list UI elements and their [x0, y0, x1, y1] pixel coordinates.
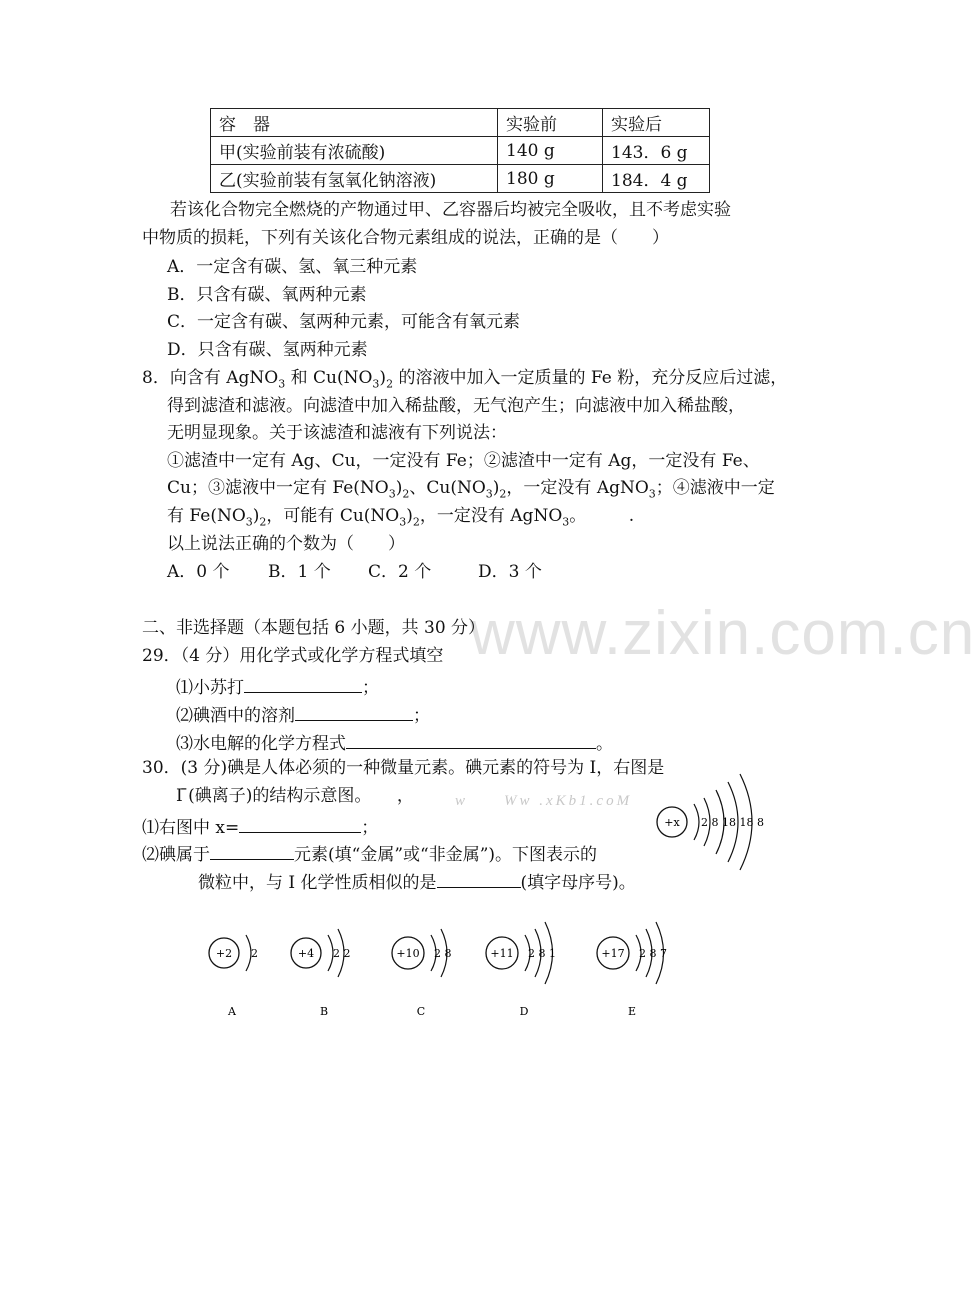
- q30-title: 30．(3 分)碘是人体必须的一种微量元素。碘元素的符号为 I，右图是: [142, 758, 665, 778]
- q29-item2: [176, 704, 430, 725]
- q8-option-c: C．2 个: [368, 562, 432, 582]
- subscript: 2: [412, 515, 420, 529]
- table-cell: 180 g: [498, 165, 603, 193]
- q30-item1: [142, 816, 378, 837]
- watermark: www.zixin.com.cn: [470, 599, 975, 668]
- table-header-cell: 实验前: [498, 109, 603, 137]
- shell-electron-counts: 2 2: [333, 947, 351, 960]
- answer-blank[interactable]: [239, 816, 361, 833]
- q8-option-d: D．3 个: [478, 562, 542, 582]
- table-row: [211, 137, 710, 165]
- punctuation: ；: [361, 818, 379, 838]
- section-title: 二、非选择题（本题包括 6 小题，共 30 分）: [142, 618, 486, 638]
- iodide-structure-diagram: [652, 768, 777, 878]
- subscript: 2: [386, 377, 394, 391]
- table-header-cell: 容 器: [211, 109, 498, 137]
- q7-text-line1: 若该化合物完全燃烧的产物通过甲、乙容器后均被完全吸收，且不考虑实验: [170, 200, 731, 220]
- atom-diagram-a: [209, 935, 258, 1018]
- subscript: 3: [372, 377, 380, 391]
- q30-line4: [198, 871, 636, 892]
- subscript: 3: [485, 487, 493, 501]
- q8-line2: 得到滤渣和滤液。向滤渣中加入稀盐酸，无气泡产生；向滤液中加入稀盐酸，: [167, 396, 745, 416]
- q8-text: ，一定没有 AgNO: [506, 478, 649, 498]
- punctuation: 。: [596, 734, 613, 754]
- nucleus-charge: +4: [297, 947, 315, 960]
- subscript: 3: [562, 515, 570, 529]
- q7-option-c: C．一定含有碳、氢两种元素，可能含有氧元素: [167, 312, 521, 332]
- subscript: 2: [499, 487, 507, 501]
- q29-title: 29．（4 分）用化学式或化学方程式填空: [142, 646, 444, 666]
- q7-text-line2: 中物质的损耗，下列有关该化合物元素组成的说法，正确的是（ ）: [142, 228, 669, 248]
- q8-line1: [142, 370, 787, 389]
- q30-line2: I ̄(碘离子)的结构示意图。 ，: [176, 786, 414, 806]
- punctuation: ；: [362, 678, 379, 698]
- diagram-letter: A: [228, 1005, 236, 1018]
- shell-electron-counts: 2 8: [434, 947, 452, 960]
- q30-item2-label: ⑵碘属于: [142, 845, 210, 865]
- subscript: 3: [278, 377, 286, 391]
- atom-diagram-e: [597, 922, 667, 1018]
- atom-diagram-b: [291, 929, 351, 1018]
- answer-blank[interactable]: [210, 843, 294, 860]
- shell-electron-counts: 2 8 1: [528, 947, 556, 960]
- table-cell: 乙(实验前装有氢氧化钠溶液): [211, 165, 498, 193]
- shell-electron-counts: 2 8 18 18 8: [701, 816, 764, 829]
- q30-text: 元素(填“金属”或“非金属”)。下图表示的: [294, 845, 598, 865]
- atom-diagrams-row: [200, 905, 700, 1025]
- nucleus-charge: +11: [490, 947, 514, 960]
- diagram-letter: D: [519, 1005, 529, 1018]
- q8-text: ): [379, 368, 387, 388]
- q29-item1-label: ⑴小苏打: [176, 678, 244, 698]
- q8-line5: [167, 480, 775, 499]
- nucleus-charge: +2: [215, 947, 233, 960]
- q8-text: ；④滤液中一定: [655, 478, 775, 498]
- shell-electron-counts: 2 8 7: [639, 947, 667, 960]
- q8-text: 有 Fe(NO: [167, 506, 246, 526]
- q8-text: ，一定没有 AgNO: [419, 506, 563, 526]
- q29-item2-label: ⑵碘酒中的溶剂: [176, 706, 295, 726]
- q7-option-d: D．只含有碳、氢两种元素: [167, 340, 368, 360]
- subscript: 3: [399, 515, 407, 529]
- q7-option-b: B．只含有碳、氧两种元素: [167, 285, 367, 305]
- subscript: 3: [648, 487, 656, 501]
- atom-diagram-c: [392, 929, 452, 1018]
- q8-line4: ①滤渣中一定有 Ag、Cu，一定没有 Fe；②滤渣中一定有 Ag，一定没有 Fe、: [167, 451, 760, 471]
- subscript: 3: [245, 515, 253, 529]
- q30-item1-label: ⑴右图中 x=: [142, 818, 240, 838]
- q8-option-a: A．0 个: [167, 562, 230, 582]
- nucleus-charge: +17: [601, 947, 625, 960]
- answer-blank[interactable]: [244, 676, 362, 693]
- subscript: 2: [259, 515, 267, 529]
- q8-text: ): [252, 506, 260, 526]
- q8-text: ，可能有 Cu(NO: [266, 506, 400, 526]
- subscript: 3: [388, 487, 396, 501]
- answer-blank[interactable]: [346, 732, 596, 749]
- nucleus-charge: +x: [664, 816, 680, 829]
- q30-item2: [142, 843, 597, 864]
- q8-option-b: B．1 个: [268, 562, 331, 582]
- punctuation: ；: [413, 706, 430, 726]
- shell-electron-counts: 2: [251, 947, 258, 960]
- q8-text: Cu；③滤液中一定有 Fe(NO: [167, 478, 389, 498]
- answer-blank[interactable]: [295, 704, 413, 721]
- q29-item1: [176, 676, 379, 697]
- q8-text: ): [395, 478, 403, 498]
- diagram-letter: B: [319, 1005, 329, 1018]
- table-cell: 甲(实验前装有浓硫酸): [211, 137, 498, 165]
- table-header-row: [211, 109, 710, 137]
- q29-item3-label: ⑶水电解的化学方程式: [176, 734, 346, 754]
- q8-text: 。 .: [569, 506, 635, 526]
- q8-number: 8．: [142, 368, 170, 388]
- nucleus-charge: +10: [396, 947, 420, 960]
- q8-text: ): [492, 478, 500, 498]
- experiment-table: [210, 108, 710, 193]
- q8-text: 和 Cu(NO: [285, 368, 373, 388]
- table-cell: 143．6 g: [603, 137, 710, 165]
- q30-text: 微粒中，与 I 化学性质相似的是: [198, 873, 437, 893]
- diagram-letter: E: [627, 1005, 637, 1018]
- q8-text: 向含有 AgNO: [169, 368, 279, 388]
- q8-text: ): [406, 506, 413, 526]
- q8-text: 的溶液中加入一定质量的 Fe 粉，充分反应后过滤，: [393, 368, 788, 388]
- q30-text: (填字母序号)。: [520, 873, 636, 893]
- diagram-letter: C: [416, 1005, 426, 1018]
- q8-line3: 无明显现象。关于该滤渣和滤液有下列说法：: [167, 423, 507, 443]
- table-cell: 184．4 g: [603, 165, 710, 193]
- small-watermark: w Ww .xKb1.coM: [455, 793, 633, 809]
- answer-blank[interactable]: [437, 871, 521, 888]
- q29-item3: [176, 732, 613, 753]
- electron-shell-arc: [694, 804, 699, 840]
- subscript: 2: [402, 487, 410, 501]
- atom-diagram-d: [486, 922, 556, 1018]
- q7-option-a: A．一定含有碳、氢、氧三种元素: [167, 257, 418, 277]
- table-header-cell: 实验后: [603, 109, 710, 137]
- q8-text: 、Cu(NO: [409, 478, 486, 498]
- q8-line6: [167, 508, 634, 527]
- table-row: [211, 165, 710, 193]
- table-cell: 140 g: [498, 137, 603, 165]
- q8-line7: 以上说法正确的个数为（ ）: [167, 534, 405, 554]
